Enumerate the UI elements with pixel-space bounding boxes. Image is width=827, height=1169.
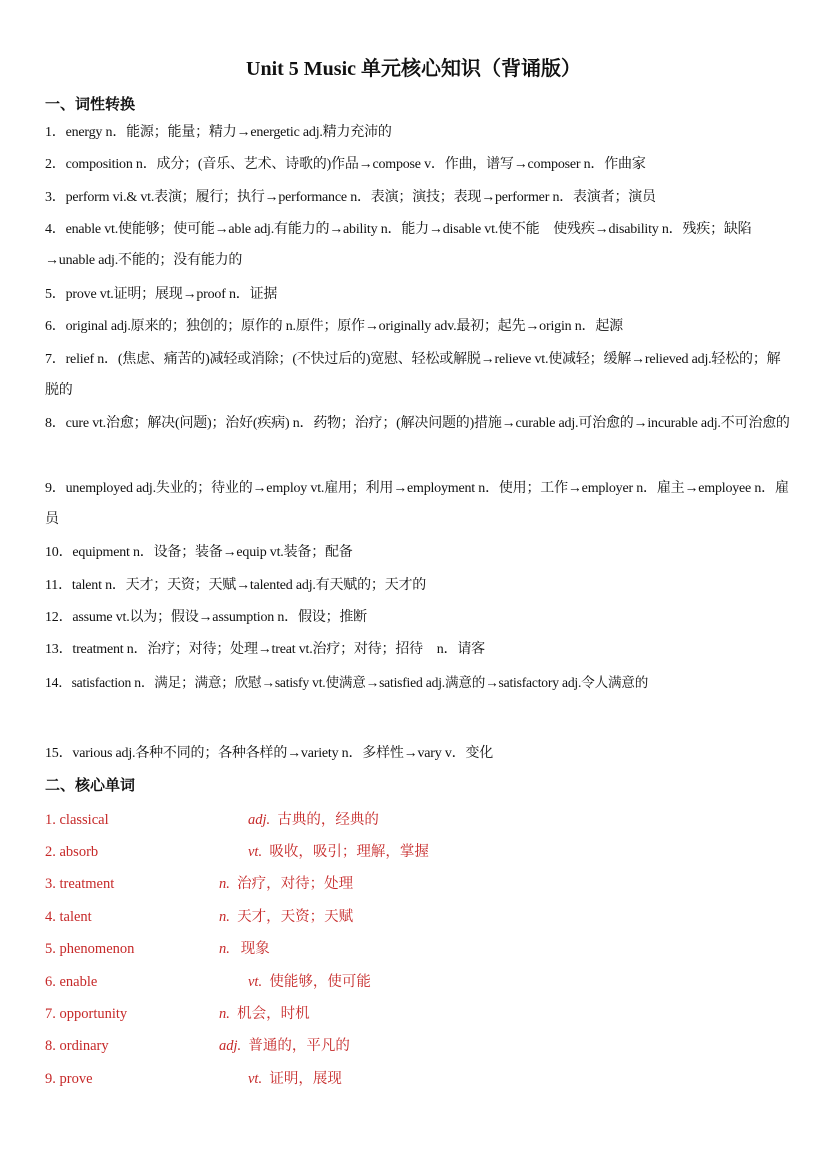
vocab-word: 9. prove: [45, 1071, 93, 1087]
vocab-item: [45, 1067, 645, 1091]
entry-9: 9．unemployed adj.失业的；待业的→employ vt.雇用；利用→employment n．使用；工作→employer n．雇主→employee n．雇员: [45, 481, 789, 527]
vocab-definition: 现象: [240, 941, 270, 957]
vocab-pos: n.: [219, 941, 230, 957]
vocab-meaning: [248, 1067, 342, 1091]
vocab-definition: 治疗，对待；处理: [237, 876, 354, 892]
entry-12: 12．assume vt.以为；假设→assumption n．假设；推断: [45, 610, 367, 625]
vocab-pos: n.: [219, 909, 230, 925]
entry-11: 11．talent n．天才；天资；天赋→talented adj.有天赋的；天才的: [45, 578, 427, 593]
vocab-meaning: [248, 808, 379, 832]
vocab-word: 6. enable: [45, 974, 98, 990]
section-heading-word-forms: 一、词性转换: [45, 95, 136, 113]
entry-7: 7．relief n．(焦虑、痛苦的)减轻或消除；(不快过后的)宽慰、轻松或解脱→relieve vt.使减轻；缓解→relieved adj.轻松的；解脱的: [45, 352, 781, 398]
vocab-definition: 普通的，平凡的: [248, 1038, 350, 1054]
vocab-pos: vt.: [248, 974, 263, 990]
vocab-item: [45, 1002, 645, 1026]
vocab-meaning: [219, 1002, 310, 1026]
vocab-item: [45, 1034, 645, 1058]
vocab-pos: adj.: [219, 1038, 242, 1054]
vocab-word: 2. absorb: [45, 844, 99, 860]
vocab-meaning: [219, 1034, 350, 1058]
vocab-definition: 古典的，经典的: [277, 812, 379, 828]
vocab-meaning: [248, 840, 429, 864]
entry-10: 10．equipment n．设备；装备→equip vt.装备；配备: [45, 545, 353, 560]
vocab-word: 8. ordinary: [45, 1038, 109, 1054]
vocab-definition: 机会，时机: [237, 1006, 310, 1022]
entry-1: 1．energy n．能源；能量；精力→energetic adj.精力充沛的: [45, 125, 392, 140]
section-heading-core-words: 二、核心单词: [45, 776, 136, 794]
entry-13: 13．treatment n．治疗；对待；处理→treat vt.治疗；对待；招待 n．请客: [45, 642, 485, 657]
entry-14: 14．satisfaction n．满足；满意；欣慰→satisfy vt.使满意→satisfied adj.满意的→satisfactory adj.令人满意的: [45, 675, 649, 690]
vocab-item: [45, 840, 645, 864]
vocab-meaning: [219, 872, 353, 896]
entry-15: 15．various adj.各种不同的；各种各样的→variety n．多样性→vary v．变化: [45, 746, 494, 761]
vocab-meaning: [219, 937, 270, 961]
vocab-item: [45, 937, 645, 961]
vocab-word: 7. opportunity: [45, 1006, 128, 1022]
entry-5: 5．prove vt.证明；展现→proof n．证据: [45, 287, 278, 302]
vocab-item: [45, 808, 645, 832]
vocab-word: 3. treatment: [45, 876, 115, 892]
entry-8: 8．cure vt.治愈；解决(问题)；治好(疾病) n．药物；治疗；(解决问题的)措施→curable adj.可治愈的→incurable adj.不可治愈的: [45, 416, 790, 431]
vocab-pos: n.: [219, 876, 230, 892]
entry-2: 2．composition n．成分；(音乐、艺术、诗歌的)作品→compose v．作曲，谱写→composer n．作曲家: [45, 157, 646, 172]
vocab-pos: adj.: [248, 812, 271, 828]
vocab-meaning: [219, 905, 353, 929]
vocab-item: [45, 905, 645, 929]
vocab-definition: 天才，天资；天赋: [237, 909, 354, 925]
entry-3: 3．perform vi.& vt.表演；履行；执行→performance n．表演；演技；表现→performer n．表演者；演员: [45, 190, 656, 205]
vocab-word: 5. phenomenon: [45, 941, 135, 957]
vocab-meaning: [248, 970, 371, 994]
vocab-word: 4. talent: [45, 909, 92, 925]
vocab-definition: 吸收，吸引；理解，掌握: [269, 844, 429, 860]
vocab-item: [45, 872, 645, 896]
vocab-item: [45, 970, 645, 994]
vocab-definition: 使能够，使可能: [269, 974, 371, 990]
vocab-pos: vt.: [248, 1071, 263, 1087]
entry-6: 6．original adj.原来的；独创的；原作的 n.原件；原作→originally adv.最初；起先→origin n．起源: [45, 319, 623, 334]
vocab-pos: vt.: [248, 844, 263, 860]
entry-4: 4．enable vt.使能够；使可能→able adj.有能力的→ability n．能力→disable vt.使不能 使残疾→disability n．残疾；缺陷→unable adj.不能的；没有能力的: [45, 222, 752, 268]
vocab-word: 1. classical: [45, 812, 109, 828]
page-title: Unit 5 Music 单元核心知识（背诵版）: [246, 58, 581, 80]
vocab-pos: n.: [219, 1006, 230, 1022]
vocab-definition: 证明，展现: [269, 1071, 342, 1087]
